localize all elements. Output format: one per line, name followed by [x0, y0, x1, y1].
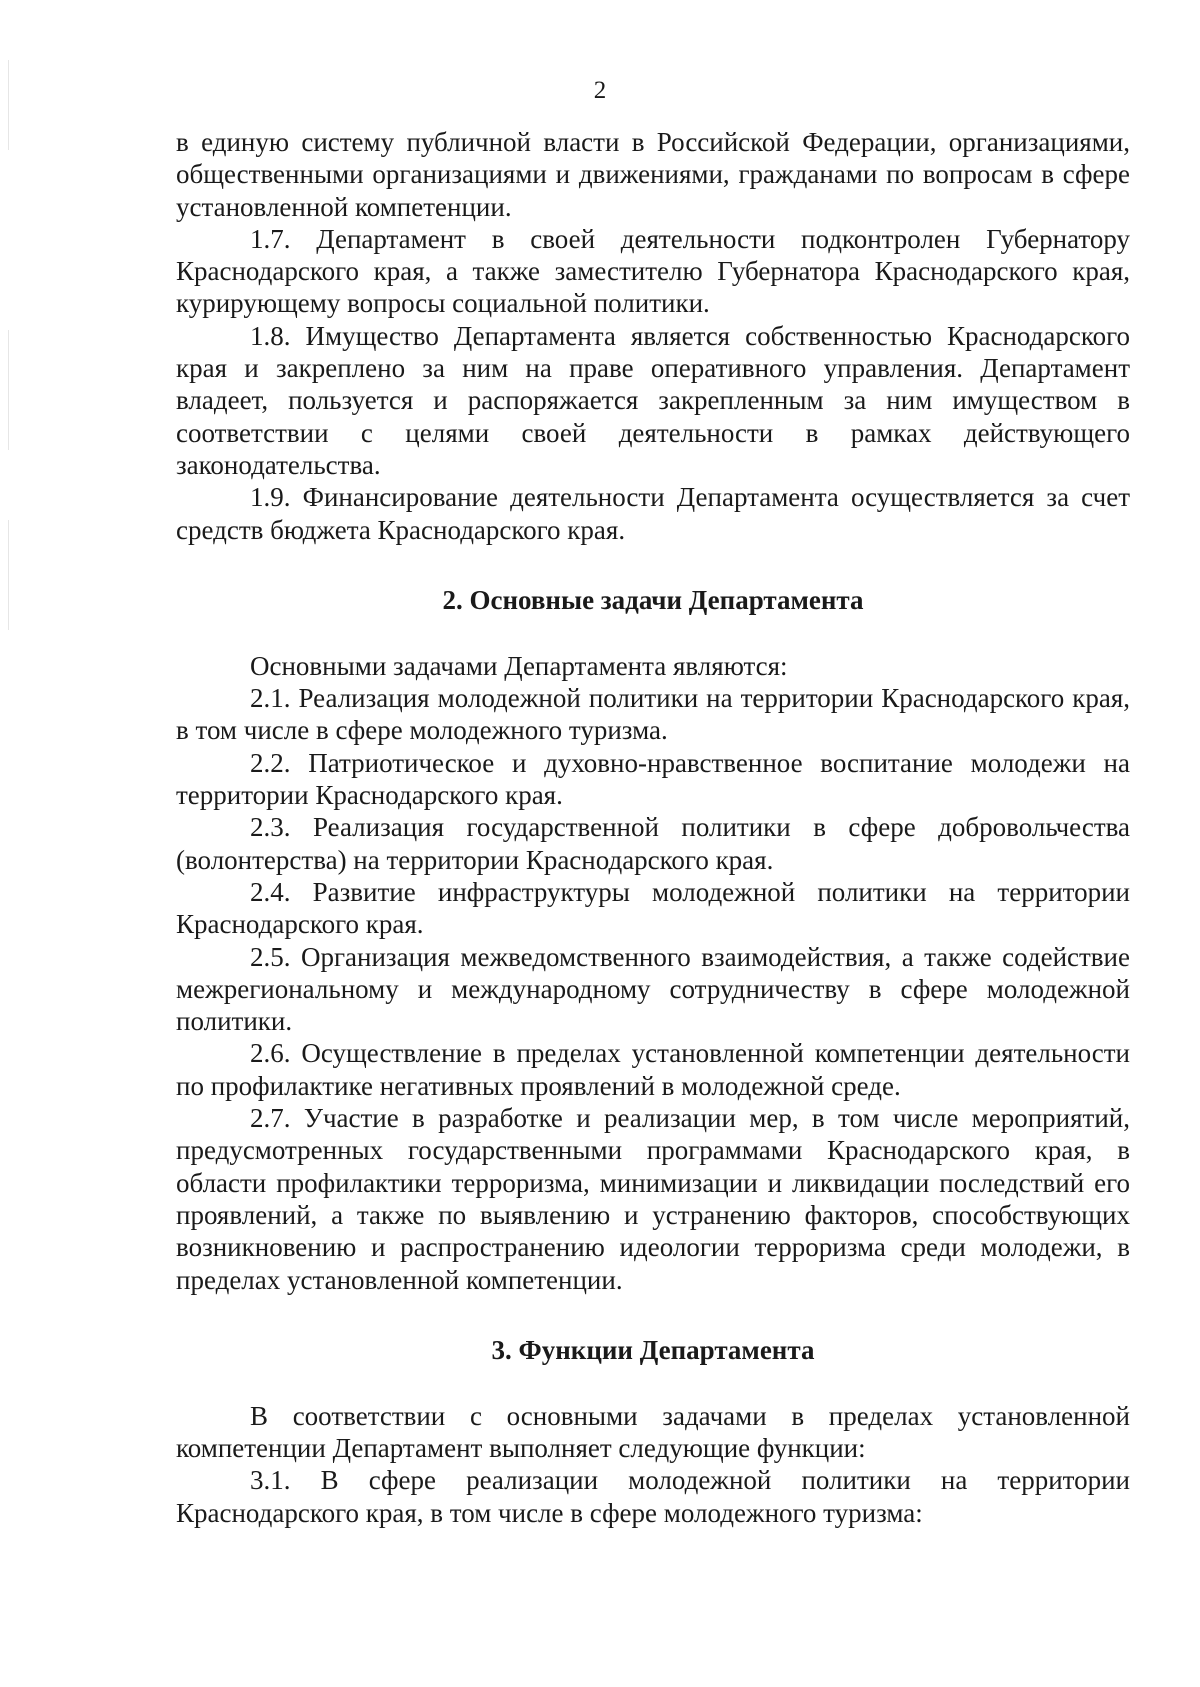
paragraph-1-7: 1.7. Департамент в своей деятельности подконтролен Губернатору Краснодарского края, а также заместителю Губернатора Краснодарского края, курирующему вопросы социальной политики.: [176, 223, 1130, 319]
section-title-functions: 3. Функции Департамента: [491, 1334, 815, 1365]
task-item-2-2: 2.2. Патриотическое и духовно-нравственное воспитание молодежи на территории Краснодарского края.: [176, 747, 1130, 811]
document-body: [176, 126, 1130, 1529]
section-lead-functions: В соответствии с основными задачами в пределах установленной компетенции Департамент выполняет следующие функции:: [176, 1400, 1130, 1464]
function-item-3-1: 3.1. В сфере реализации молодежной политики на территории Краснодарского края, в том числе в сфере молодежного туризма:: [176, 1465, 1130, 1528]
task-item-2-5: 2.5. Организация межведомственного взаимодействия, а также содействие межрегиональному и международному сотрудничеству в сфере молодежной политики.: [176, 941, 1130, 1037]
paragraph-continuation: в единую систему публичной власти в Российской Федерации, организациями, общественными организациями и движениями, гражданами по вопросам в сфере установленной компетенции.: [176, 127, 1130, 222]
task-item-2-3: 2.3. Реализация государственной политики в сфере добровольчества (волонтерства) на территории Краснодарского края.: [176, 812, 1130, 875]
section-lead-tasks: Основными задачами Департамента являются:: [250, 650, 788, 681]
paragraph-1-8: 1.8. Имущество Департамента является собственностью Краснодарского края и закреплено за ним на праве оперативного управления. Департамент владеет, пользуется и распоряжается закрепленным за ним имуществом в соответствии с целями своей деятельности в рамках действующего законодательства.: [176, 320, 1130, 480]
page-number: 2: [593, 77, 607, 104]
scan-artifact: [8, 520, 9, 630]
task-item-2-1: 2.1. Реализация молодежной политики на территории Краснодарского края, в том числе в сфере молодежного туризма.: [176, 683, 1130, 746]
paragraph-1-9: 1.9. Финансирование деятельности Департамента осуществляется за счет средств бюджета Краснодарского края.: [176, 482, 1130, 545]
section-title-main-tasks: 2. Основные задачи Департамента: [442, 584, 864, 615]
task-item-2-6: 2.6. Осуществление в пределах установленной компетенции деятельности по профилактике негативных проявлений в молодежной среде.: [176, 1038, 1130, 1101]
task-item-2-7: 2.7. Участие в разработке и реализации мер, в том числе мероприятий, предусмотренных государственными программами Краснодарского края, в области профилактики терроризма, минимизации и ликвидации последствий его проявлений, а также по выявлению и устранению факторов, способствующих возникновению и распространению идеологии терроризма среди молодежи, в пределах установленной компетенции.: [176, 1103, 1130, 1295]
task-item-2-4: 2.4. Развитие инфраструктуры молодежной политики на территории Краснодарского края.: [176, 876, 1130, 940]
scan-artifact: [8, 330, 9, 450]
